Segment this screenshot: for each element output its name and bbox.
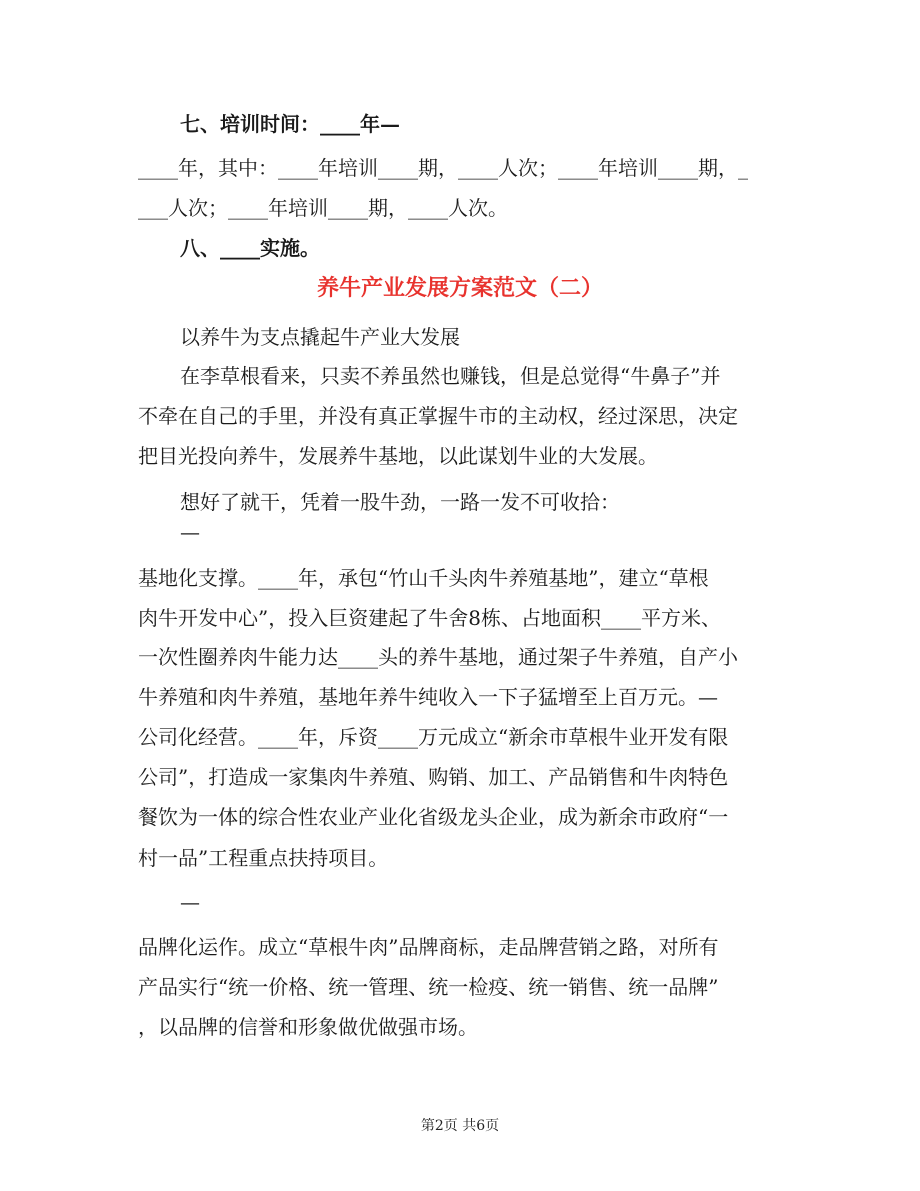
body-line: 想好了就干，凭着一股牛劲，一路一发不可收拾： [180,490,620,514]
body-line: 餐饮为一体的综合性农业产业化省级龙头企业，成为新余市政府“一 [138,805,729,829]
training-time-line-2: ____年，其中：____年培训____期，____人次；____年培训____期，_ [138,156,748,180]
body-line: 公司化经营。____年，斥资____万元成立“新余市草根牛业开发有限 [138,725,729,749]
body-line: 村一品”工程重点扶持项目。 [138,846,389,870]
dash-separator: — [180,520,200,544]
body-line: ，以品牌的信誉和形象做优做强市场。 [138,1015,478,1039]
body-subtitle: 以养牛为支点撬起牛产业大发展 [180,325,460,349]
page-footer: 第2页 共6页 [420,1118,500,1134]
section-title: 养牛产业发展方案范文（二） [316,275,603,301]
body-line: 肉牛开发中心”，投入巨资建起了牛舍8栋、占地面积____平方米、 [138,606,721,630]
training-time-line-3: ___人次；____年培训____期，____人次。 [138,196,508,220]
body-line: 产品实行“统一价格、统一管理、统一检疫、统一销售、统一品牌” [138,975,719,999]
training-time-heading: 七、培训时间：____年— [180,112,400,136]
implementation-heading: 八、____实施。 [180,236,320,260]
body-line: 在李草根看来，只卖不养虽然也赚钱，但是总觉得“牛鼻子”并 [180,364,721,388]
body-line: 基地化支撑。____年，承包“竹山千头肉牛养殖基地”，建立“草根 [138,566,709,590]
body-line: 牛养殖和肉牛养殖，基地年养牛纯收入一下子猛增至上百万元。— [138,685,718,709]
body-line: 一次性圈养肉牛能力达____头的养牛基地，通过架子牛养殖，自产小 [138,645,738,669]
body-line: 品牌化运作。成立“草根牛肉”品牌商标，走品牌营销之路，对所有 [138,935,719,959]
body-line: 把目光投向养牛，发展养牛基地，以此谋划牛业的大发展。 [138,444,658,468]
body-line: 不牵在自己的手里，并没有真正掌握牛市的主动权，经过深思，决定 [138,404,738,428]
dash-separator: — [180,890,200,914]
body-line: 公司”，打造成一家集肉牛养殖、购销、加工、产品销售和牛肉特色 [138,765,729,789]
